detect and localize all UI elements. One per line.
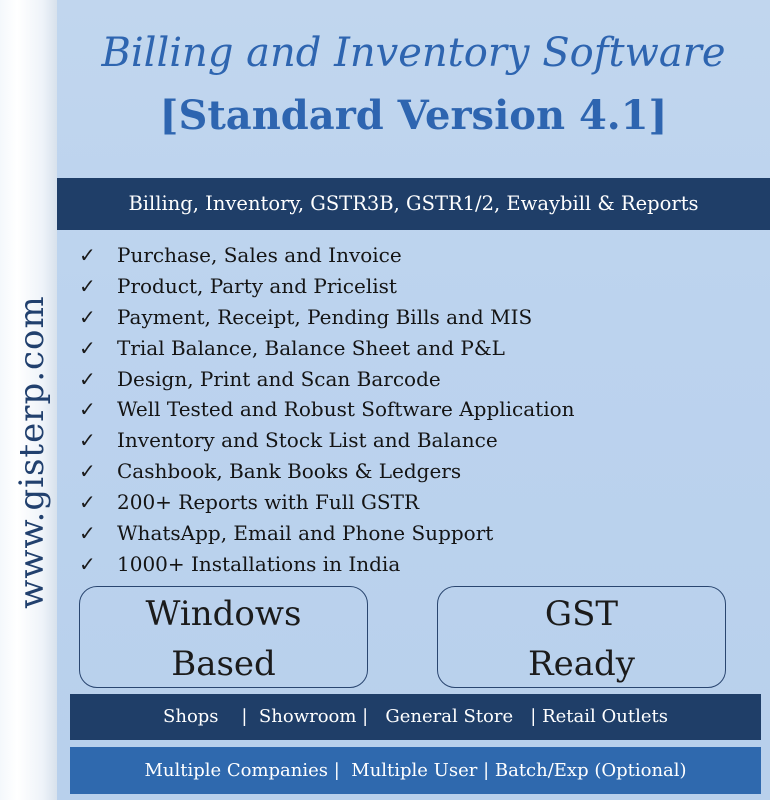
feature-text: Purchase, Sales and Invoice [117, 243, 402, 267]
feature-item [79, 364, 575, 395]
check-icon: ✓ [79, 551, 96, 576]
business-types-bar: Shops | Showroom | General Store | Retail Outlets [70, 694, 761, 740]
feature-text: 1000+ Installations in India [117, 551, 401, 576]
windows-based-badge [79, 586, 368, 688]
feature-item [79, 394, 575, 425]
version-title: [Standard Version 4.1] [159, 92, 668, 139]
check-icon: ✓ [79, 243, 96, 267]
check-icon: ✓ [79, 428, 96, 453]
feature-text: Product, Party and Pricelist [117, 273, 397, 298]
check-icon: ✓ [79, 521, 96, 546]
product-title: Billing and Inventory Software [101, 30, 726, 76]
feature-item [79, 333, 575, 364]
feature-item [79, 456, 575, 487]
feature-item [79, 487, 575, 518]
modules-banner: Billing, Inventory, GSTR3B, GSTR1/2, Ewaybill & Reports [57, 178, 770, 230]
check-icon: ✓ [79, 459, 96, 484]
box-spine [0, 0, 57, 800]
feature-item [79, 271, 575, 302]
capabilities-bar: Multiple Companies | Multiple User | Batch/Exp (Optional) [70, 747, 761, 794]
box-cover [57, 0, 770, 800]
feature-text: Payment, Receipt, Pending Bills and MIS [117, 304, 533, 329]
check-icon: ✓ [79, 397, 96, 422]
badge-line: GST [544, 594, 619, 634]
check-icon: ✓ [79, 490, 96, 515]
gst-ready-badge [437, 586, 726, 688]
feature-item [79, 302, 575, 333]
check-icon: ✓ [79, 273, 96, 298]
check-icon: ✓ [79, 366, 96, 391]
feature-text: Inventory and Stock List and Balance [117, 428, 498, 453]
feature-item [79, 240, 575, 271]
check-icon: ✓ [79, 304, 96, 329]
feature-list [79, 240, 575, 580]
feature-text: Cashbook, Bank Books & Ledgers [117, 459, 462, 484]
feature-text: WhatsApp, Email and Phone Support [117, 521, 494, 546]
feature-text: Well Tested and Robust Software Application [117, 397, 575, 422]
website-text: www.gisterp.com [12, 295, 52, 609]
feature-text: 200+ Reports with Full GSTR [117, 490, 420, 515]
badge-line: Windows [145, 594, 302, 634]
feature-item [79, 518, 575, 549]
feature-text: Trial Balance, Balance Sheet and P&L [117, 335, 505, 360]
feature-item [79, 425, 575, 456]
badge-line: Based [171, 644, 276, 684]
check-icon: ✓ [79, 335, 96, 360]
feature-item [79, 549, 575, 580]
feature-text: Design, Print and Scan Barcode [117, 366, 441, 391]
badge-line: Ready [528, 644, 635, 684]
